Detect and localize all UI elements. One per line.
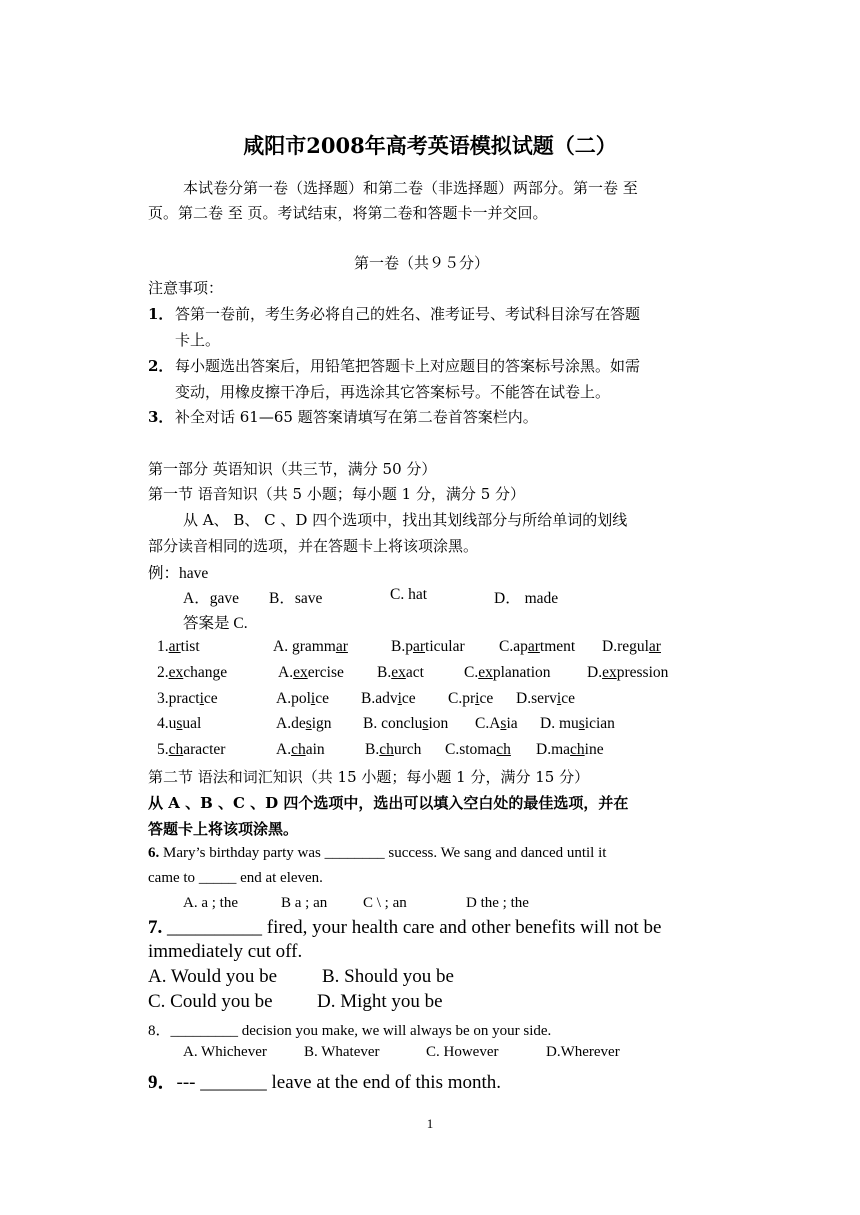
text-segment: change	[183, 664, 228, 681]
text-segment: ercise	[307, 664, 344, 681]
question-6-option-a: A. a ; the	[183, 895, 238, 911]
text-segment: planation	[492, 664, 551, 681]
question-9-text: --- _______ leave at the end of this month.	[176, 1072, 502, 1093]
question-6-line-2	[148, 870, 323, 887]
text-segment: ce	[315, 690, 329, 707]
text-segment: B.	[377, 664, 392, 681]
question-6-text-1b: success. We sang and danced until it	[384, 845, 607, 861]
text-segment: ician	[584, 715, 615, 732]
text-segment: D.regul	[602, 638, 649, 655]
underlined-segment: s	[422, 715, 429, 732]
note-1-line-1: 答第一卷前，考生务必将自己的姓名、准考证号、考试科目涂写在答题	[175, 305, 641, 323]
phonetics-q3-option-c	[448, 690, 493, 708]
example-option-b: B．save	[269, 590, 323, 607]
question-6-option-c: C \ ; an	[363, 895, 407, 911]
underlined-segment: s	[500, 715, 507, 732]
text-segment: D.	[587, 664, 603, 681]
question-8-line	[148, 1019, 551, 1040]
text-segment: B. conclu	[363, 715, 423, 732]
question-7-option-b: B. Should you be	[322, 966, 454, 987]
phonetics-q5-option-a	[276, 741, 325, 759]
underlined-segment: ar	[412, 638, 426, 655]
text-segment: tment	[539, 638, 576, 655]
phonetics-q1-option-d	[602, 638, 661, 656]
text-segment: C.pr	[448, 690, 476, 707]
phonetics-q1-option-c	[499, 638, 575, 656]
text-segment: ticular	[425, 638, 465, 655]
phonetics-q3-option-d	[516, 690, 575, 708]
question-8-option-d: D.Wherever	[546, 1044, 620, 1060]
text-segment: tist	[180, 638, 200, 655]
text-segment: ign	[311, 715, 332, 732]
note-3-number: 3．	[148, 408, 174, 426]
phonetics-q1-option-a	[273, 638, 348, 656]
phonetics-q2-option-c	[464, 664, 551, 682]
underlined-segment: s	[578, 715, 585, 732]
example-option-c: C. hat	[390, 586, 428, 603]
question-8-option-a: A. Whichever	[183, 1044, 267, 1060]
underlined-segment: ex	[391, 664, 406, 681]
question-7-number: 7.	[148, 917, 163, 938]
volume-heading: 第一卷（共９５分）	[354, 254, 490, 272]
example-label: 例：have	[148, 565, 209, 582]
text-segment: A.	[278, 664, 294, 681]
question-6-text-1a: Mary’s birthday party was	[159, 845, 325, 861]
question-6-number: 6.	[148, 845, 160, 861]
phonetics-q4-option-d	[540, 715, 615, 733]
text-segment: act	[405, 664, 424, 681]
phonetics-q4-option-a	[276, 715, 332, 733]
question-7-option-c: C. Could you be	[148, 991, 273, 1012]
underlined-segment: i	[475, 690, 480, 707]
phonetics-q2-option-a	[278, 664, 344, 682]
text-segment: B.p	[391, 638, 413, 655]
text-segment: ce	[203, 690, 218, 707]
question-6-blank-2: _____	[198, 870, 237, 886]
underlined-segment: i	[310, 690, 316, 707]
underlined-segment: ch	[379, 741, 394, 758]
text-segment: ain	[305, 741, 325, 758]
phonetics-q5-word	[157, 741, 225, 759]
underlined-segment: i	[199, 690, 204, 707]
question-7-text-1: fired, your health care and other benefits will not be	[262, 917, 662, 938]
text-segment: 3.pract	[157, 690, 200, 707]
text-segment: A.pol	[276, 690, 311, 707]
phonetics-q3-option-a	[276, 690, 329, 708]
example-option-d: D． made	[494, 590, 559, 607]
text-segment: C.A	[475, 715, 501, 732]
question-7-option-d: D. Might you be	[317, 991, 443, 1012]
underlined-segment: ex	[478, 664, 493, 681]
section-2-instruction-1: 从 A 、B 、C 、D 四个选项中，选出可以填入空白处的最佳选项，并在	[148, 794, 629, 812]
underlined-segment: ex	[168, 664, 184, 681]
text-segment: A.de	[276, 715, 306, 732]
phonetics-q5-option-c	[445, 741, 511, 759]
text-segment: D.ma	[536, 741, 571, 758]
phonetics-q3-option-b	[361, 690, 416, 708]
section-1-heading: 第一节 语音知识（共 5 小题；每小题 1 分，满分 5 分）	[148, 485, 526, 503]
question-6-text-2a: came to	[148, 870, 199, 886]
phonetics-q1-option-b	[391, 638, 465, 656]
question-7-option-a: A. Would you be	[148, 966, 278, 987]
question-8-option-c: C. However	[426, 1044, 499, 1060]
section-2-instruction-2: 答题卡上将该项涂黑。	[148, 820, 299, 838]
text-segment: D. mu	[540, 715, 579, 732]
example-option-a: A．gave	[183, 590, 239, 607]
text-segment: 2.	[157, 664, 169, 681]
phonetics-q1-word	[157, 638, 200, 656]
section-2-heading: 第二节 语法和词汇知识（共 15 小题；每小题 1 分，满分 15 分）	[148, 768, 590, 786]
text-segment: ce	[561, 690, 575, 707]
question-7-line-2: immediately cut off.	[148, 941, 303, 962]
text-segment: A. gramm	[273, 638, 336, 655]
underlined-segment: ar	[527, 638, 540, 655]
text-segment: A.	[276, 741, 292, 758]
underlined-segment: ch	[291, 741, 306, 758]
underlined-segment: ch	[496, 741, 511, 758]
underlined-segment: ex	[602, 664, 617, 681]
underlined-segment: ch	[168, 741, 184, 758]
text-segment: 1.	[157, 638, 169, 655]
question-7-line-1	[148, 917, 661, 939]
underlined-segment: ch	[570, 741, 585, 758]
intro-line-1: 本试卷分第一卷（选择题）和第二卷（非选择题）两部分。第一卷 至	[183, 179, 638, 197]
phonetics-q3-word	[157, 690, 218, 708]
text-segment: aracter	[183, 741, 226, 758]
note-3-line-1: 补全对话 61—65 题答案请填写在第二卷首答案栏内。	[175, 408, 538, 426]
text-segment: 4.u	[157, 715, 177, 732]
text-segment: C.ap	[499, 638, 528, 655]
question-9-line	[148, 1067, 501, 1094]
section-1-instruction-1: 从 A、 B、 C 、D 四个选项中，找出其划线部分与所给单词的划线	[183, 511, 628, 529]
intro-line-2: 页。第二卷 至 页。考试结束，将第二卷和答题卡一并交回。	[148, 204, 548, 222]
underlined-segment: ar	[335, 638, 348, 655]
note-2-line-1: 每小题选出答案后，用铅笔把答题卡上对应题目的答案标号涂黑。如需	[175, 357, 641, 375]
text-segment: 5.	[157, 741, 169, 758]
underlined-segment: s	[305, 715, 312, 732]
notes-heading: 注意事项：	[148, 279, 224, 297]
text-segment: ine	[584, 741, 604, 758]
text-segment: ia	[506, 715, 518, 732]
part-heading: 第一部分 英语知识（共三节，满分 50 分）	[148, 460, 437, 478]
text-segment: ion	[428, 715, 449, 732]
question-6-text-2b: end at eleven.	[236, 870, 323, 886]
text-segment: D.serv	[516, 690, 557, 707]
note-1-line-2: 卡上。	[175, 331, 221, 349]
note-2-line-2: 变动，用橡皮擦干净后，再选涂其它答案标号。不能答在试卷上。	[175, 383, 611, 401]
text-segment: ce	[479, 690, 494, 707]
phonetics-q5-option-d	[536, 741, 604, 759]
question-6-option-b: B a ; an	[281, 895, 328, 911]
page-title: 咸阳市2008年高考英语模拟试题（二）	[243, 133, 617, 158]
question-8-option-b: B. Whatever	[304, 1044, 380, 1060]
phonetics-q2-word	[157, 664, 227, 682]
underlined-segment: ar	[648, 638, 661, 655]
section-1-instruction-2: 部分读音相同的选项，并在答题卡上将该项涂黑。	[148, 537, 479, 555]
text-segment: C.stoma	[445, 741, 497, 758]
phonetics-q2-option-b	[377, 664, 424, 682]
text-segment: urch	[393, 741, 422, 758]
note-2-number: 2．	[148, 357, 174, 375]
phonetics-q5-option-b	[365, 741, 421, 759]
underlined-segment: i	[397, 690, 402, 707]
question-9-number: 9．	[148, 1072, 177, 1093]
question-6-line-1	[148, 845, 606, 862]
page-number: 1	[426, 1116, 434, 1131]
question-6-option-d: D the ; the	[466, 895, 529, 911]
phonetics-q2-option-d	[587, 664, 668, 682]
note-1-number: 1．	[148, 305, 174, 323]
phonetics-q4-word	[157, 715, 201, 733]
underlined-segment: s	[176, 715, 183, 732]
question-6-blank-1: ________	[324, 845, 385, 861]
question-8-text: decision you make, we will always be on your side.	[238, 1023, 552, 1039]
phonetics-q4-option-b	[363, 715, 448, 733]
text-segment: B.	[365, 741, 380, 758]
text-segment: pression	[616, 664, 669, 681]
question-8-blank: _________	[170, 1023, 239, 1039]
question-8-number: 8．	[148, 1023, 171, 1039]
text-segment: ual	[182, 715, 202, 732]
example-answer: 答案是 C.	[183, 615, 248, 632]
question-7-blank: __________	[162, 917, 262, 938]
underlined-segment: ar	[168, 638, 181, 655]
underlined-segment: i	[556, 690, 562, 707]
phonetics-q4-option-c	[475, 715, 518, 733]
text-segment: B.adv	[361, 690, 398, 707]
text-segment: ce	[401, 690, 416, 707]
text-segment: C.	[464, 664, 479, 681]
underlined-segment: ex	[293, 664, 308, 681]
